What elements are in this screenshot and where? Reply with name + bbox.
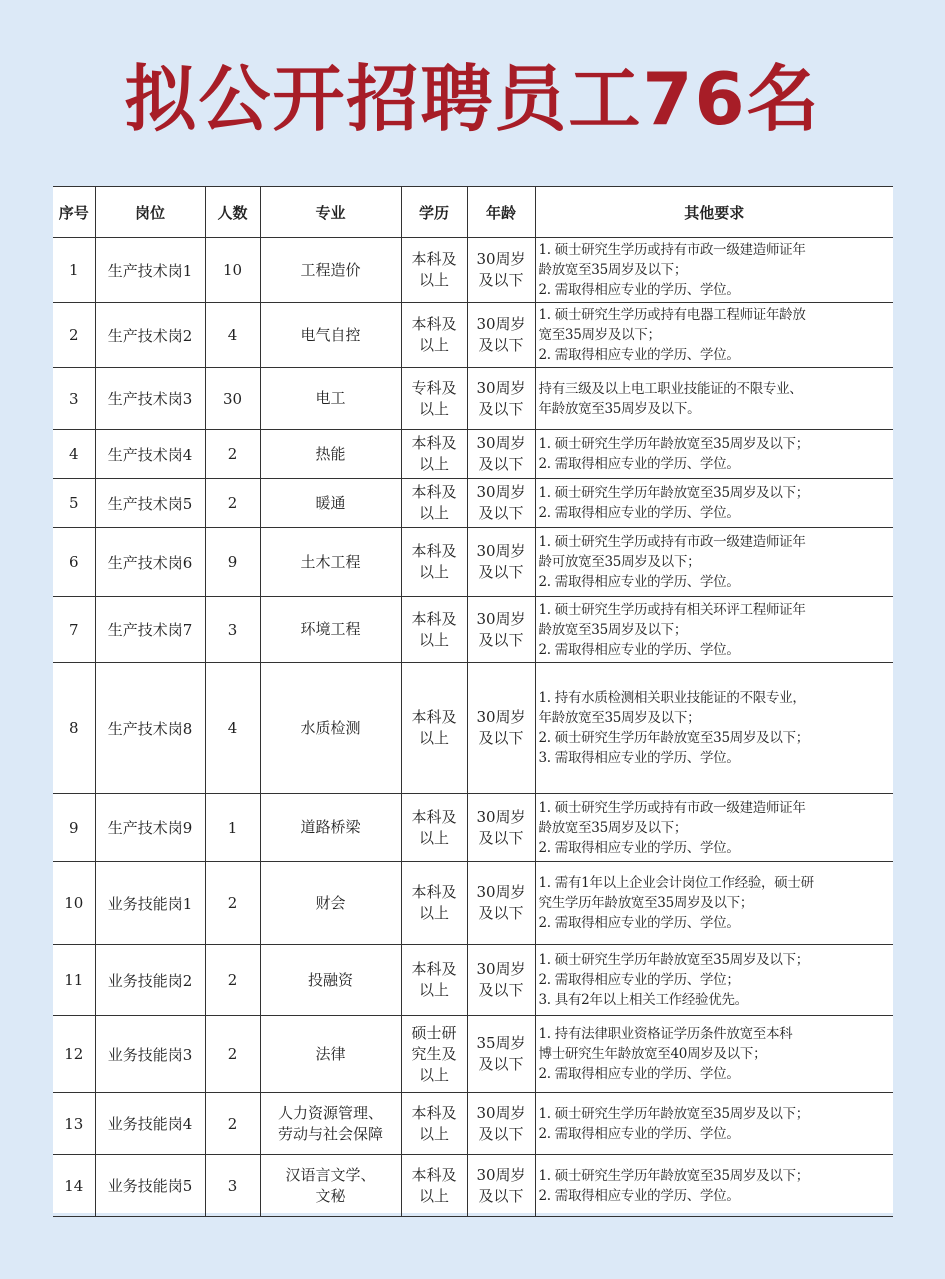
cell-education-line: 以上 — [418, 630, 449, 649]
table-row — [53, 597, 893, 663]
table-row — [53, 663, 893, 794]
recruitment-table — [53, 186, 893, 1217]
cell-requirements — [535, 479, 893, 528]
cell-post: 业务技能岗1 — [95, 862, 205, 945]
cell-requirements-line: 1. 硕士研究生学历或持有市政一级建造师证年 — [538, 799, 806, 816]
cell-education-line: 本科及 — [411, 1165, 457, 1184]
cell-education-line: 究生及 — [411, 1044, 457, 1063]
cell-major-line: 工程造价 — [300, 260, 361, 279]
cell-post: 生产技术岗4 — [95, 430, 205, 479]
cell-no: 12 — [53, 1016, 95, 1093]
cell-requirements-line: 1. 硕士研究生学历年龄放宽至35周岁及以下； — [538, 436, 809, 452]
header-other-requirements: 其他要求 — [535, 187, 893, 238]
cell-major-line: 热能 — [315, 444, 346, 463]
cell-age — [467, 1155, 535, 1217]
cell-no: 14 — [53, 1155, 95, 1217]
cell-age-line: 及以下 — [478, 630, 524, 649]
cell-requirements-line: 宽至35周岁及以下； — [538, 327, 661, 343]
cell-requirements-line: 1. 持有法律职业资格证学历条件放宽至本科 — [538, 1026, 793, 1042]
cell-age-line: 30周岁 — [476, 542, 526, 560]
cell-count: 30 — [205, 368, 260, 430]
header-education: 学历 — [401, 187, 467, 238]
cell-count: 3 — [205, 597, 260, 663]
header-major: 专业 — [260, 187, 401, 238]
table-header-row — [53, 187, 893, 238]
cell-age-line: 30周岁 — [476, 483, 526, 501]
cell-major — [260, 368, 401, 430]
cell-major — [260, 597, 401, 663]
cell-no: 6 — [53, 528, 95, 597]
cell-post: 生产技术岗6 — [95, 528, 205, 597]
cell-requirements-line: 持有三级及以上电工职业技能证的不限专业、 — [538, 380, 803, 397]
cell-age-line: 及以下 — [478, 399, 524, 418]
cell-education-line: 以上 — [418, 563, 449, 581]
cell-education — [401, 663, 467, 794]
cell-requirements — [535, 862, 893, 945]
cell-requirements — [535, 303, 893, 368]
cell-age — [467, 368, 535, 430]
cell-count: 9 — [205, 528, 260, 597]
cell-education-line: 以上 — [418, 1065, 449, 1084]
cell-major-line: 投融资 — [307, 970, 353, 989]
cell-age-line: 30周岁 — [476, 883, 526, 901]
cell-no: 9 — [53, 794, 95, 862]
cell-major — [260, 430, 401, 479]
cell-count: 2 — [205, 479, 260, 528]
cell-education-line: 以上 — [418, 904, 449, 922]
cell-post: 业务技能岗3 — [95, 1016, 205, 1093]
cell-age — [467, 303, 535, 368]
cell-major-line: 暖通 — [315, 493, 346, 512]
cell-requirements-line: 龄放宽至35周岁及以下； — [538, 262, 688, 278]
table-row — [53, 430, 893, 479]
cell-education — [401, 1016, 467, 1093]
cell-requirements-line: 龄放宽至35周岁及以下； — [538, 819, 688, 836]
cell-age-line: 及以下 — [478, 729, 524, 747]
cell-education — [401, 368, 467, 430]
header-no: 序号 — [53, 187, 95, 238]
cell-no: 3 — [53, 368, 95, 430]
cell-education-line: 以上 — [418, 455, 449, 473]
cell-age-line: 30周岁 — [476, 1165, 526, 1184]
cell-requirements — [535, 597, 893, 663]
cell-age — [467, 597, 535, 663]
cell-post: 业务技能岗4 — [95, 1093, 205, 1155]
table-row — [53, 368, 893, 430]
cell-age — [467, 528, 535, 597]
cell-major-line: 文秘 — [315, 1186, 346, 1205]
header-age: 年龄 — [467, 187, 535, 238]
cell-major — [260, 945, 401, 1016]
cell-age-line: 及以下 — [478, 981, 524, 999]
cell-major — [260, 238, 401, 303]
cell-education-line: 本科及 — [411, 883, 457, 901]
cell-no: 10 — [53, 862, 95, 945]
cell-age-line: 30周岁 — [476, 960, 526, 978]
cell-requirements-line: 究生学历年龄放宽至35周岁及以下； — [538, 895, 754, 911]
cell-education-line: 本科及 — [411, 708, 457, 726]
cell-age — [467, 794, 535, 862]
table-row — [53, 794, 893, 862]
table-row — [53, 528, 893, 597]
cell-requirements-line: 2. 需取得相应专业的学历、学位。 — [538, 505, 740, 521]
page-title: 拟公开招聘员工76名 — [124, 57, 821, 141]
cell-requirements-line: 2. 需取得相应专业的学历、学位。 — [538, 641, 740, 658]
cell-age-line: 30周岁 — [476, 315, 526, 333]
cell-major-line: 道路桥梁 — [300, 818, 361, 836]
cell-requirements-line: 博士研究生年龄放宽至40周岁及以下； — [538, 1046, 767, 1062]
cell-requirements — [535, 430, 893, 479]
cell-education — [401, 303, 467, 368]
cell-no: 11 — [53, 945, 95, 1016]
cell-age-line: 及以下 — [478, 563, 524, 581]
cell-requirements — [535, 238, 893, 303]
cell-major — [260, 528, 401, 597]
cell-post: 生产技术岗5 — [95, 479, 205, 528]
cell-education-line: 本科及 — [411, 315, 457, 333]
cell-major-line: 劳动与社会保障 — [277, 1124, 383, 1143]
cell-requirements-line: 2. 需取得相应专业的学历、学位。 — [538, 574, 740, 590]
cell-requirements-line: 龄可放宽至35周岁及以下； — [538, 554, 701, 570]
cell-requirements-line: 1. 硕士研究生学历或持有市政一级建造师证年 — [538, 534, 806, 550]
cell-count: 2 — [205, 862, 260, 945]
cell-age-line: 及以下 — [478, 336, 524, 354]
cell-education-line: 专科及 — [411, 378, 457, 397]
cell-age-line: 30周岁 — [476, 609, 526, 628]
cell-major — [260, 1155, 401, 1217]
cell-age-line: 30周岁 — [476, 1103, 526, 1122]
cell-major-line: 土木工程 — [300, 552, 361, 571]
cell-requirements-line: 2. 需取得相应专业的学历、学位。 — [538, 1125, 740, 1142]
cell-requirements-line: 3. 具有2年以上相关工作经验优先。 — [538, 992, 748, 1008]
cell-no: 7 — [53, 597, 95, 663]
cell-count: 2 — [205, 1016, 260, 1093]
cell-education-line: 本科及 — [411, 483, 457, 501]
cell-major — [260, 663, 401, 794]
cell-major — [260, 479, 401, 528]
cell-education-line: 以上 — [418, 1186, 449, 1205]
cell-education-line: 以上 — [418, 729, 449, 747]
cell-age-line: 及以下 — [478, 1124, 524, 1143]
cell-requirements-line: 1. 硕士研究生学历年龄放宽至35周岁及以下； — [538, 1105, 809, 1122]
cell-education-line: 本科及 — [411, 250, 457, 268]
cell-requirements-line: 2. 需取得相应专业的学历、学位。 — [538, 1066, 740, 1082]
cell-major-line: 电工 — [315, 389, 346, 407]
cell-education-line: 以上 — [418, 336, 449, 354]
cell-requirements-line: 2. 需取得相应专业的学历、学位。 — [538, 456, 740, 472]
cell-age — [467, 430, 535, 479]
cell-requirements-line: 龄放宽至35周岁及以下； — [538, 621, 688, 638]
cell-major — [260, 794, 401, 862]
cell-major-line: 环境工程 — [300, 620, 361, 638]
cell-post: 生产技术岗2 — [95, 303, 205, 368]
cell-education-line: 以上 — [418, 1124, 449, 1143]
cell-major-line: 法律 — [315, 1044, 346, 1063]
header-count: 人数 — [205, 187, 260, 238]
cell-education — [401, 479, 467, 528]
cell-requirements-line: 2. 硕士研究生学历年龄放宽至35周岁及以下； — [538, 730, 809, 746]
cell-age — [467, 1093, 535, 1155]
cell-age — [467, 238, 535, 303]
cell-age — [467, 663, 535, 794]
cell-age — [467, 862, 535, 945]
cell-count: 3 — [205, 1155, 260, 1217]
cell-education-line: 本科及 — [411, 609, 457, 628]
cell-major-line: 人力资源管理、 — [277, 1103, 383, 1122]
cell-major-line: 电气自控 — [300, 325, 361, 344]
cell-age-line: 及以下 — [478, 504, 524, 522]
cell-education-line: 以上 — [418, 981, 449, 999]
cell-count: 2 — [205, 1093, 260, 1155]
cell-requirements-line: 2. 需取得相应专业的学历、学位。 — [538, 839, 740, 856]
cell-requirements-line: 2. 需取得相应专业的学历、学位。 — [538, 915, 740, 931]
cell-post: 生产技术岗1 — [95, 238, 205, 303]
cell-education-line: 本科及 — [411, 1103, 457, 1122]
cell-age-line: 及以下 — [478, 1055, 524, 1073]
cell-requirements-line: 2. 需取得相应专业的学历、学位。 — [538, 347, 740, 363]
cell-major — [260, 1093, 401, 1155]
cell-requirements-line: 1. 持有水质检测相关职业技能证的不限专业， — [538, 690, 806, 706]
cell-requirements-line: 1. 硕士研究生学历年龄放宽至35周岁及以下； — [538, 952, 809, 968]
cell-age-line: 及以下 — [478, 904, 524, 922]
cell-no: 5 — [53, 479, 95, 528]
cell-education-line: 本科及 — [411, 807, 457, 826]
cell-age-line: 及以下 — [478, 271, 524, 289]
cell-requirements — [535, 1155, 893, 1217]
cell-age-line: 30周岁 — [476, 807, 526, 826]
cell-no: 2 — [53, 303, 95, 368]
cell-age — [467, 945, 535, 1016]
cell-education — [401, 862, 467, 945]
cell-major — [260, 862, 401, 945]
cell-requirements-line: 2. 需取得相应专业的学历、学位。 — [538, 282, 740, 298]
cell-education — [401, 1093, 467, 1155]
table-row — [53, 1016, 893, 1093]
cell-post: 生产技术岗9 — [95, 794, 205, 862]
cell-requirements — [535, 945, 893, 1016]
cell-post: 生产技术岗7 — [95, 597, 205, 663]
cell-education-line: 以上 — [418, 399, 449, 418]
table-row — [53, 945, 893, 1016]
cell-major-line: 汉语言文学、 — [285, 1165, 376, 1184]
cell-requirements-line: 1. 硕士研究生学历年龄放宽至35周岁及以下； — [538, 1167, 809, 1184]
cell-education — [401, 528, 467, 597]
cell-requirements — [535, 368, 893, 430]
cell-requirements-line: 2. 需取得相应专业的学历、学位。 — [538, 1187, 740, 1204]
cell-requirements-line: 2. 需取得相应专业的学历、学位； — [538, 972, 740, 988]
cell-education-line: 硕士研 — [411, 1023, 457, 1042]
cell-count: 10 — [205, 238, 260, 303]
cell-major — [260, 303, 401, 368]
cell-education-line: 本科及 — [411, 434, 457, 452]
cell-age-line: 30周岁 — [476, 250, 526, 268]
cell-age-line: 35周岁 — [476, 1034, 526, 1052]
cell-education-line: 以上 — [418, 504, 449, 522]
cell-requirements-line: 年龄放宽至35周岁及以下。 — [538, 400, 701, 417]
cell-requirements-line: 1. 硕士研究生学历或持有市政一级建造师证年 — [538, 242, 806, 258]
cell-education — [401, 430, 467, 479]
cell-requirements-line: 1. 硕士研究生学历年龄放宽至35周岁及以下； — [538, 485, 809, 501]
table-row — [53, 303, 893, 368]
cell-count: 1 — [205, 794, 260, 862]
cell-requirements — [535, 663, 893, 794]
cell-education-line: 本科及 — [411, 960, 457, 978]
table-row — [53, 238, 893, 303]
cell-no: 8 — [53, 663, 95, 794]
table-row — [53, 479, 893, 528]
cell-age-line: 30周岁 — [476, 378, 526, 397]
cell-post: 生产技术岗8 — [95, 663, 205, 794]
cell-major — [260, 1016, 401, 1093]
cell-major-line: 财会 — [315, 893, 346, 912]
cell-no: 13 — [53, 1093, 95, 1155]
cell-age-line: 及以下 — [478, 1186, 524, 1205]
cell-post: 生产技术岗3 — [95, 368, 205, 430]
cell-age-line: 及以下 — [478, 455, 524, 473]
cell-age — [467, 1016, 535, 1093]
cell-requirements-line: 1. 硕士研究生学历或持有相关环评工程师证年 — [538, 601, 806, 618]
table-row — [53, 862, 893, 945]
cell-education — [401, 1155, 467, 1217]
cell-post: 业务技能岗2 — [95, 945, 205, 1016]
cell-requirements-line: 1. 硕士研究生学历或持有电器工程师证年龄放 — [538, 307, 806, 323]
cell-age-line: 及以下 — [478, 828, 524, 847]
cell-requirements-line: 年龄放宽至35周岁及以下； — [538, 710, 701, 726]
cell-education-line: 以上 — [418, 828, 449, 847]
cell-count: 2 — [205, 945, 260, 1016]
cell-education — [401, 238, 467, 303]
table-row — [53, 1093, 893, 1155]
cell-age — [467, 479, 535, 528]
cell-requirements — [535, 1093, 893, 1155]
cell-education — [401, 794, 467, 862]
cell-no: 1 — [53, 238, 95, 303]
cell-education-line: 以上 — [418, 271, 449, 289]
cell-requirements-line: 1. 需有1年以上企业会计岗位工作经验，硕士研 — [538, 875, 814, 891]
cell-education — [401, 945, 467, 1016]
cell-requirements — [535, 794, 893, 862]
cell-count: 4 — [205, 663, 260, 794]
cell-count: 4 — [205, 303, 260, 368]
cell-age-line: 30周岁 — [476, 708, 526, 726]
cell-requirements-line: 3. 需取得相应专业的学历、学位。 — [538, 750, 740, 766]
cell-post: 业务技能岗5 — [95, 1155, 205, 1217]
cell-requirements — [535, 1016, 893, 1093]
table-row — [53, 1155, 893, 1217]
cell-requirements — [535, 528, 893, 597]
cell-no: 4 — [53, 430, 95, 479]
header-post: 岗位 — [95, 187, 205, 238]
cell-age-line: 30周岁 — [476, 434, 526, 452]
cell-count: 2 — [205, 430, 260, 479]
cell-education — [401, 597, 467, 663]
cell-education-line: 本科及 — [411, 542, 457, 560]
cell-major-line: 水质检测 — [300, 718, 361, 737]
